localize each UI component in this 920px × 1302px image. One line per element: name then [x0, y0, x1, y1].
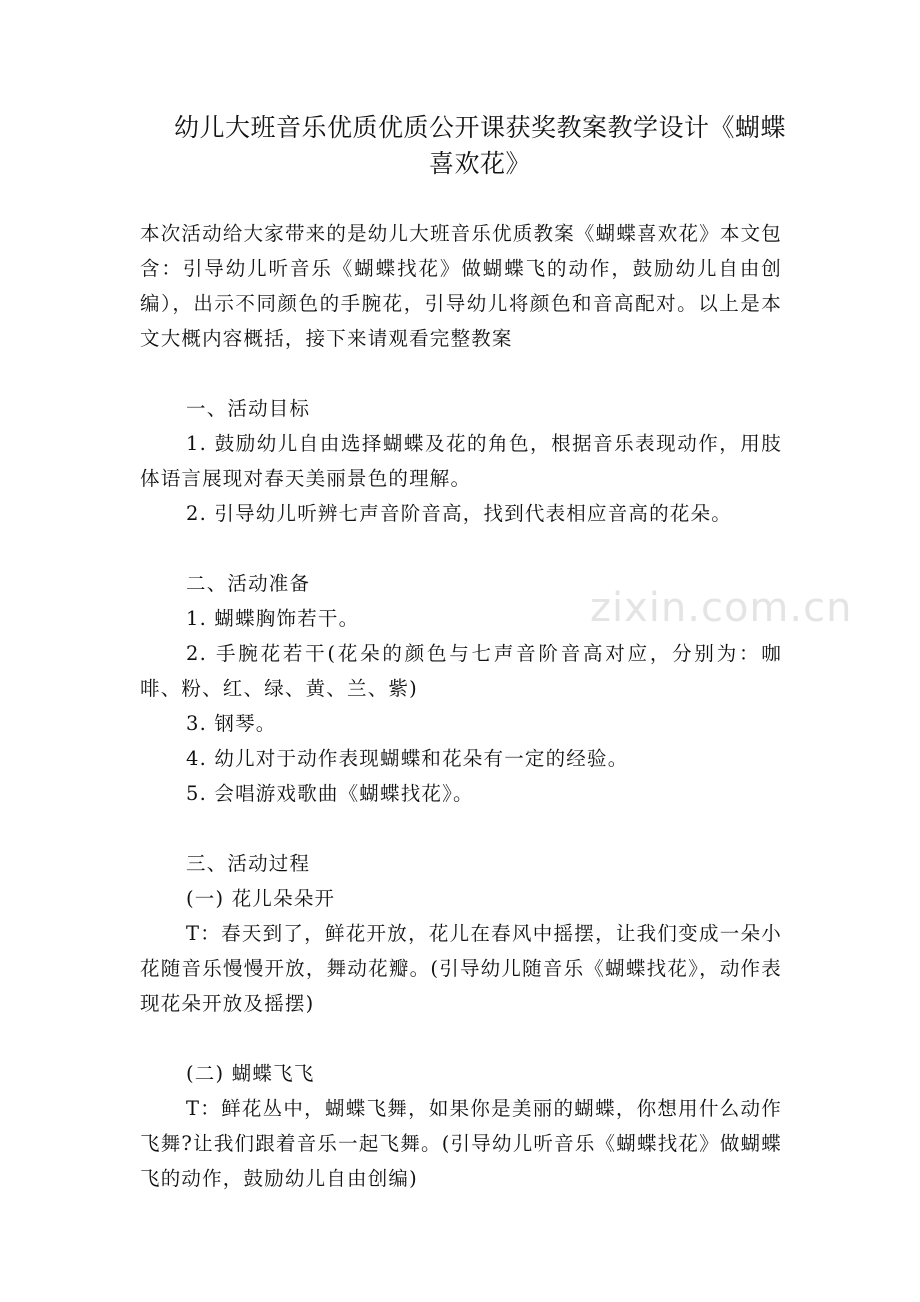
- goal-item-1: 1. 鼓励幼儿自由选择蝴蝶及花的角色，根据音乐表现动作，用肢体语言展现对春天美丽景色的理解。: [140, 432, 782, 490]
- watermark: zixin.com.cn: [590, 585, 853, 631]
- intro-paragraph: 本次活动给大家带来的是幼儿大班音乐优质教案《蝴蝶喜欢花》本文包含：引导幼儿听音乐《蝴蝶找花》做蝴蝶飞的动作，鼓励幼儿自由创编），出示不同颜色的手腕花，引导幼儿将颜色和音高配对。以上是本文大概内容概括，接下来请观看完整教案: [140, 222, 782, 350]
- section-heading-goals: 一、活动目标: [186, 397, 311, 420]
- process-sub-heading-2: (二) 蝴蝶飞飞: [186, 1062, 315, 1085]
- prep-item-1: 1. 蝴蝶胸饰若干。: [186, 607, 360, 630]
- document-title: [150, 110, 810, 182]
- title-line-1: 幼儿大班音乐优质优质公开课获奖教案教学设计《蝴蝶: [173, 113, 786, 142]
- goal-item-2: 2. 引导幼儿听辨七声音阶音高，找到代表相应音高的花朵。: [186, 502, 732, 525]
- process-sub-text-1: T：春天到了，鲜花开放，花儿在春风中摇摆，让我们变成一朵小花随音乐慢慢开放，舞动花瓣。(引导幼儿随音乐《蝴蝶找花》，动作表现花朵开放及摇摆): [140, 922, 782, 1015]
- document-body: [140, 216, 782, 1196]
- prep-item-4: 4. 幼儿对于动作表现蝴蝶和花朵有一定的经验。: [186, 747, 629, 770]
- section-heading-preparation: 二、活动准备: [186, 572, 311, 595]
- prep-item-2: 2. 手腕花若干(花朵的颜色与七声音阶音高对应，分别为：咖啡、粉、红、绿、黄、兰、紫): [140, 642, 782, 700]
- prep-item-3: 3. 钢琴。: [186, 712, 277, 735]
- title-line-2: 喜欢花》: [428, 149, 531, 178]
- process-sub-text-2: T：鲜花丛中，蝴蝶飞舞，如果你是美丽的蝴蝶，你想用什么动作飞舞?让我们跟着音乐一起飞舞。(引导幼儿听音乐《蝴蝶找花》做蝴蝶飞的动作，鼓励幼儿自由创编): [140, 1097, 782, 1190]
- prep-item-5: 5. 会唱游戏歌曲《蝴蝶找花》。: [186, 782, 474, 805]
- process-sub-heading-1: (一) 花儿朵朵开: [186, 887, 336, 910]
- section-heading-process: 三、活动过程: [186, 852, 311, 875]
